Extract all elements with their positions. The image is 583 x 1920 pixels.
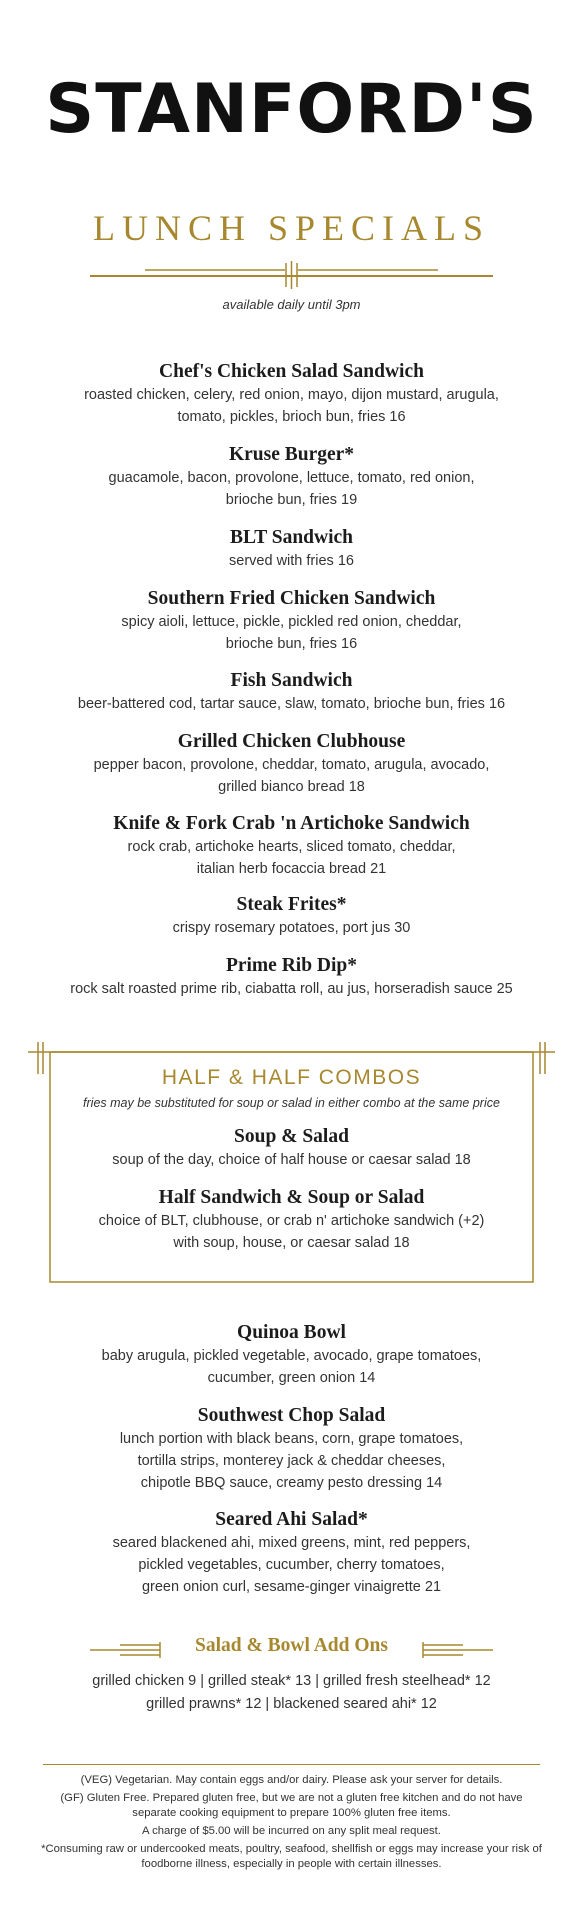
addons-title: Salad & Bowl Add Ons — [195, 1635, 388, 1656]
item-description-line: italian herb focaccia bread 21 — [196, 861, 387, 877]
item-description: seared blackened ahi, mixed greens, mint, red peppers, — [112, 1535, 471, 1551]
menu-item — [30, 954, 553, 1000]
item-description-line: chipotle BBQ sauce, creamy pesto dressing 14 — [140, 1475, 443, 1491]
item-description: beer-battered cod, tartar sauce, slaw, tomato, brioche bun, fries 16 — [77, 696, 506, 712]
footer-disclaimers — [40, 1773, 543, 1875]
item-description-line: pickled vegetables, cucumber, cherry tomatoes, — [138, 1557, 445, 1573]
item-description: spicy aioli, lettuce, pickle, pickled red onion, cheddar, — [121, 614, 462, 630]
item-description-line: brioche bun, fries 19 — [225, 492, 358, 508]
menu-item — [30, 587, 553, 655]
item-name: Soup & Salad — [234, 1126, 349, 1147]
menu-item — [30, 812, 553, 880]
item-name: Chef's Chicken Salad Sandwich — [159, 361, 424, 382]
item-name: Grilled Chicken Clubhouse — [177, 731, 406, 752]
item-name: Kruse Burger* — [228, 444, 355, 465]
bowl-item — [30, 1321, 553, 1389]
item-description-line: green onion curl, sesame-ginger vinaigrette 21 — [141, 1579, 442, 1595]
item-name: Knife & Fork Crab 'n Artichoke Sandwich — [113, 813, 470, 834]
item-name: Prime Rib Dip* — [225, 955, 358, 976]
raw-food-warning: *Consuming raw or undercooked meats, poultry, seafood, shellfish or eggs may increase your risk of foodborne illness, especially in people with certain illnesses. — [41, 1843, 542, 1870]
footer-divider — [43, 1764, 540, 1765]
item-description: crispy rosemary potatoes, port jus 30 — [172, 920, 411, 936]
item-description: pepper bacon, provolone, cheddar, tomato, arugula, avocado, — [93, 757, 490, 773]
combos-title: HALF & HALF COMBOS — [161, 1066, 422, 1089]
item-description-line: cucumber, green onion 14 — [207, 1370, 376, 1386]
combos-note: fries may be substituted for soup or salad in either combo at the same price — [83, 1096, 500, 1110]
split-charge-note: A charge of $5.00 will be incurred on any split meal request. — [142, 1825, 441, 1837]
item-description: soup of the day, choice of half house or caesar salad 18 — [112, 1152, 471, 1168]
item-name: Steak Frites* — [236, 894, 347, 915]
item-description: roasted chicken, celery, red onion, mayo, dijon mustard, arugula, — [84, 387, 499, 403]
brand-logo: STANFORD'S — [45, 70, 538, 149]
item-description: lunch portion with black beans, corn, grape tomatoes, — [119, 1431, 464, 1447]
gluten-free-note: (GF) Gluten Free. Prepared gluten free, but we are not a gluten free kitchen and do not have separate cooking equipment to prepare 100% gluten free items. — [60, 1792, 523, 1819]
addons-line: grilled prawns* 12 | blackened seared ahi* 12 — [146, 1696, 437, 1712]
bowl-item — [30, 1508, 553, 1598]
page-title: LUNCH SPECIALS — [92, 208, 491, 248]
addons-list — [30, 1670, 553, 1716]
item-description: rock crab, artichoke hearts, sliced tomato, cheddar, — [127, 839, 456, 855]
item-description: choice of BLT, clubhouse, or crab n' artichoke sandwich (+2) — [98, 1213, 485, 1229]
menu-item — [30, 669, 553, 715]
item-name: Seared Ahi Salad* — [215, 1509, 368, 1530]
item-description-line: brioche bun, fries 16 — [225, 636, 358, 652]
item-name: Southern Fried Chicken Sandwich — [147, 588, 436, 609]
item-name: Quinoa Bowl — [237, 1322, 346, 1343]
menu-item — [30, 526, 553, 572]
availability-note: available daily until 3pm — [222, 297, 361, 312]
menu-item — [30, 443, 553, 511]
item-description-line: with soup, house, or caesar salad 18 — [173, 1235, 410, 1251]
bowl-item — [30, 1404, 553, 1494]
combo-item — [30, 1186, 553, 1254]
item-description-line: tortilla strips, monterey jack & cheddar cheeses, — [137, 1453, 446, 1469]
menu-item — [30, 730, 553, 798]
item-description: rock salt roasted prime rib, ciabatta roll, au jus, horseradish sauce 25 — [70, 981, 513, 997]
item-name: Fish Sandwich — [230, 670, 353, 691]
item-name: Half Sandwich & Soup or Salad — [158, 1187, 425, 1208]
item-name: BLT Sandwich — [229, 527, 354, 548]
menu-item — [30, 893, 553, 939]
veg-note: (VEG) Vegetarian. May contain eggs and/or dairy. Please ask your server for details. — [80, 1774, 503, 1786]
item-description: guacamole, bacon, provolone, lettuce, tomato, red onion, — [108, 470, 475, 486]
menu-item — [30, 360, 553, 428]
item-description: baby arugula, pickled vegetable, avocado, grape tomatoes, — [101, 1348, 482, 1364]
item-name: Southwest Chop Salad — [197, 1405, 386, 1426]
addons-line: grilled chicken 9 | grilled steak* 13 | grilled fresh steelhead* 12 — [92, 1673, 491, 1689]
item-description: served with fries 16 — [229, 553, 354, 569]
item-description-line: tomato, pickles, brioch bun, fries 16 — [177, 409, 406, 425]
title-divider-ornament — [90, 259, 493, 289]
item-description-line: grilled bianco bread 18 — [218, 779, 365, 795]
combo-item — [30, 1125, 553, 1171]
